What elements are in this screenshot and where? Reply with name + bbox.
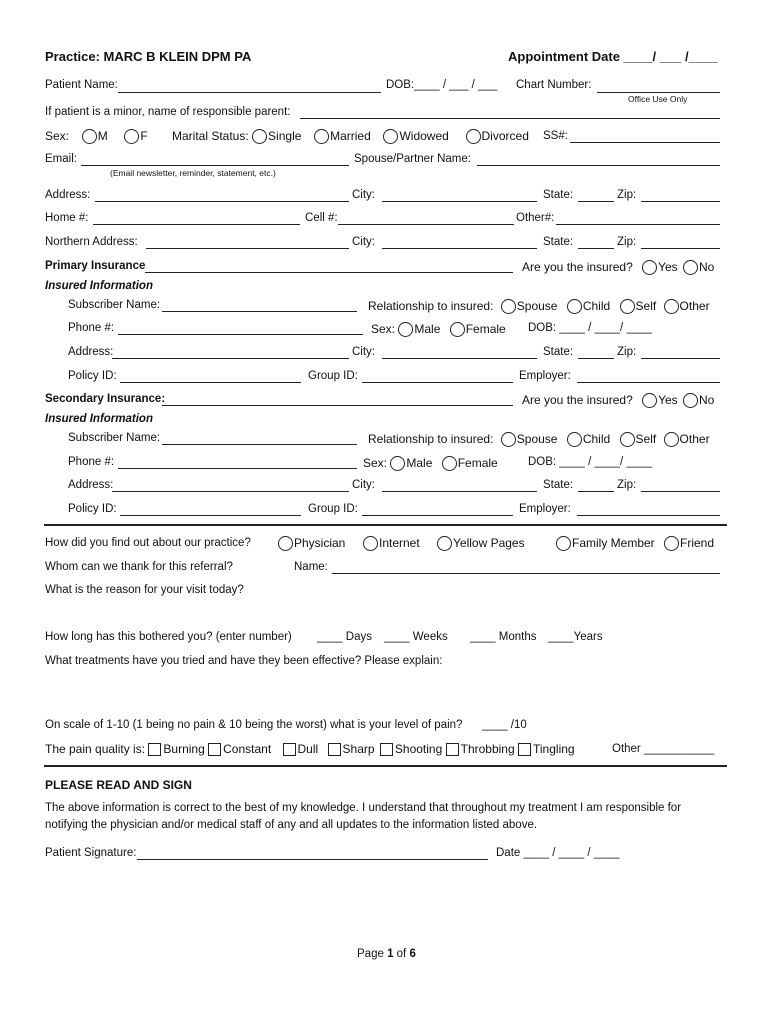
primary-rel-self-label: Self [635, 299, 657, 313]
secondary-rel-child-label: Child [582, 432, 611, 446]
secondary-zip-label: Zip: [617, 479, 637, 491]
find-internet-option[interactable] [363, 536, 420, 551]
marital-widowed-label: Widowed [399, 129, 449, 143]
email-label: Email: [45, 153, 77, 165]
primary-zip-label: Zip: [617, 346, 637, 358]
secondary-group-field[interactable] [362, 515, 513, 516]
sign-heading: PLEASE READ AND SIGN [45, 778, 192, 792]
primary-rel-child-radio[interactable] [567, 299, 582, 314]
marital-divorced-label: Divorced [481, 129, 529, 143]
secondary-rel-other-label: Other [679, 432, 710, 446]
secondary-insured-text: Are you the insured? [522, 393, 633, 407]
secondary-rel-other-radio[interactable] [664, 432, 679, 447]
primary-insured-text: Are you the insured? [522, 260, 633, 274]
secondary-sex-male-radio[interactable] [390, 456, 405, 471]
northern-address-field[interactable] [146, 248, 349, 249]
primary-rel-spouse-radio[interactable] [501, 299, 516, 314]
find-physician-label: Physician [294, 536, 346, 550]
primary-sex-male-label: Male [414, 322, 441, 336]
find-yellow-pages-radio[interactable] [437, 536, 452, 551]
secondary-phone-field[interactable] [118, 468, 357, 469]
other-phone-label: Other#: [516, 212, 555, 224]
sign-statement-line-1: The above information is correct to the best of my knowledge. I understand that throughout my treatment I am responsible for [45, 802, 682, 814]
practice-title: Practice: MARC B KLEIN DPM PA [45, 49, 252, 64]
city-field[interactable] [382, 201, 537, 202]
email-note: (Email newsletter, reminder, statement, etc.) [110, 168, 276, 178]
primary-group-field[interactable] [362, 382, 513, 383]
primary-policy-field[interactable] [120, 382, 301, 383]
marital-widowed-radio[interactable] [383, 129, 398, 144]
marital-single-radio[interactable] [252, 129, 267, 144]
primary-insurance-field[interactable] [145, 272, 513, 273]
pain-quality-group [45, 742, 575, 756]
secondary-address-field[interactable] [112, 491, 349, 492]
secondary-rel-self-label: Self [635, 432, 657, 446]
secondary-no-label: No [699, 393, 715, 407]
chart-number-field[interactable] [597, 92, 720, 93]
find-physician-radio[interactable] [278, 536, 293, 551]
zip-field[interactable] [641, 201, 720, 202]
secondary-subscriber-field[interactable] [162, 444, 357, 445]
appointment-blanks[interactable]: ____/ ___ /____ [623, 49, 718, 64]
primary-sex-female-radio[interactable] [450, 322, 465, 337]
find-physician-option[interactable] [278, 536, 345, 551]
secondary-rel-spouse-radio[interactable] [501, 432, 516, 447]
secondary-state-field[interactable] [578, 491, 614, 492]
section-divider-2 [44, 765, 727, 767]
referral-question: Whom can we thank for this referral? [45, 561, 233, 573]
address-field[interactable] [95, 201, 349, 202]
find-family-label: Family Member [572, 536, 655, 550]
primary-subscriber-label: Subscriber Name: [68, 299, 161, 311]
secondary-group-label: Group ID: [308, 503, 358, 515]
find-practice-question: How did you find out about our practice? [45, 537, 251, 549]
signature-date-field[interactable]: Date ____ / ____ / ____ [496, 847, 620, 859]
signature-field[interactable] [137, 859, 488, 860]
find-friend-label: Friend [680, 536, 715, 550]
cell-field[interactable] [338, 224, 514, 225]
northern-address-label: Northern Address: [45, 236, 138, 248]
primary-rel-spouse-label: Spouse [516, 299, 558, 313]
find-friend-radio[interactable] [664, 536, 679, 551]
quality-sharp-label: Sharp [342, 742, 375, 756]
secondary-dob-field[interactable]: DOB: ____ / ____/ ____ [528, 456, 653, 468]
secondary-yes-radio[interactable] [642, 393, 657, 408]
quality-shooting-label: Shooting [394, 742, 443, 756]
patient-name-label: Patient Name: [45, 79, 118, 91]
state-label: State: [543, 189, 574, 201]
pain-scale-field[interactable]: ____ /10 [482, 719, 527, 731]
minor-parent-field[interactable] [300, 118, 720, 119]
northern-zip-label: Zip: [617, 236, 637, 248]
secondary-policy-field[interactable] [120, 515, 301, 516]
signature-label: Patient Signature: [45, 847, 137, 859]
quality-burning-label: Burning [163, 742, 205, 756]
primary-insurance-label: Primary Insurance [45, 260, 146, 272]
primary-sex-label: Sex: [371, 322, 396, 336]
pain-scale-question: On scale of 1-10 (1 being no pain & 10 being the worst) what is your level of pain? [45, 719, 463, 731]
sex-group [45, 129, 148, 144]
sign-statement-line-2: notifying the physician and/or medical staff of any and all updates to the information listed above. [45, 819, 538, 831]
quality-other-field[interactable]: Other ___________ [612, 743, 715, 755]
primary-rel-child-label: Child [582, 299, 611, 313]
primary-relationship-group [368, 299, 710, 314]
quality-dull-label: Dull [297, 742, 319, 756]
page-prefix: Page [357, 948, 388, 960]
secondary-address-label: Address: [68, 479, 114, 491]
secondary-sex-group [363, 456, 498, 471]
quality-burning-checkbox[interactable] [148, 743, 161, 756]
primary-relationship-label: Relationship to insured: [368, 299, 494, 313]
duration-months[interactable]: ____ Months [470, 631, 537, 643]
find-yellow-pages-label: Yellow Pages [453, 536, 525, 550]
primary-employer-field[interactable] [577, 382, 720, 383]
appointment-label: Appointment Date [508, 49, 620, 64]
primary-rel-other-radio[interactable] [664, 299, 679, 314]
other-phone-field[interactable] [556, 224, 720, 225]
quality-throbbing-checkbox[interactable] [446, 743, 459, 756]
northern-state-label: State: [543, 236, 574, 248]
secondary-sex-male-label: Male [406, 456, 433, 470]
secondary-state-label: State: [543, 479, 574, 491]
find-friend-option[interactable] [664, 536, 714, 551]
page-number [357, 948, 416, 960]
minor-parent-label: If patient is a minor, name of responsible parent: [45, 106, 291, 118]
home-label: Home #: [45, 212, 89, 224]
ss-field[interactable] [570, 142, 720, 143]
home-field[interactable] [93, 224, 300, 225]
sex-f-label: F [140, 129, 148, 143]
email-field[interactable] [81, 165, 349, 166]
secondary-insured-info-heading: Insured Information [45, 413, 153, 425]
primary-phone-label: Phone #: [68, 322, 115, 334]
primary-rel-other-label: Other [679, 299, 710, 313]
marital-single-label: Single [268, 129, 302, 143]
find-family-radio[interactable] [556, 536, 571, 551]
primary-phone-field[interactable] [118, 334, 363, 335]
northern-city-field[interactable] [382, 248, 537, 249]
find-internet-radio[interactable] [363, 536, 378, 551]
quality-constant-checkbox[interactable] [208, 743, 221, 756]
duration-years[interactable]: ____Years [548, 631, 603, 643]
quality-throbbing-label: Throbbing [460, 742, 515, 756]
cell-label: Cell #: [305, 212, 338, 224]
city-label: City: [352, 189, 375, 201]
secondary-subscriber-label: Subscriber Name: [68, 432, 161, 444]
primary-sex-male-radio[interactable] [398, 322, 413, 337]
marital-married-radio[interactable] [314, 129, 329, 144]
primary-insured-info-heading: Insured Information [45, 280, 153, 292]
spouse-field[interactable] [477, 165, 720, 166]
secondary-relationship-group [368, 432, 710, 447]
primary-yes-label: Yes [658, 260, 678, 274]
primary-no-radio[interactable] [683, 260, 698, 275]
secondary-insurance-label: Secondary Insurance: [45, 393, 166, 405]
secondary-employer-field[interactable] [577, 515, 720, 516]
secondary-employer-label: Employer: [519, 503, 571, 515]
secondary-policy-label: Policy ID: [68, 503, 117, 515]
secondary-rel-spouse-label: Spouse [516, 432, 558, 446]
state-field[interactable] [578, 201, 614, 202]
quality-shooting-checkbox[interactable] [380, 743, 393, 756]
marital-label: Marital Status: [172, 129, 249, 143]
secondary-city-field[interactable] [382, 491, 537, 492]
secondary-rel-child-radio[interactable] [567, 432, 582, 447]
find-family-option[interactable] [556, 536, 655, 551]
sex-f-radio[interactable] [124, 129, 139, 144]
quality-tingling-checkbox[interactable] [518, 743, 531, 756]
office-use-note: Office Use Only [628, 94, 688, 104]
referral-name-label: Name: [294, 561, 328, 573]
secondary-sex-female-label: Female [457, 456, 498, 470]
secondary-relationship-label: Relationship to insured: [368, 432, 494, 446]
primary-sex-group [371, 322, 506, 337]
secondary-phone-label: Phone #: [68, 456, 115, 468]
quality-sharp-checkbox[interactable] [328, 743, 341, 756]
primary-group-label: Group ID: [308, 370, 358, 382]
page-current: 1 [387, 948, 394, 960]
secondary-rel-self-radio[interactable] [620, 432, 635, 447]
spouse-label: Spouse/Partner Name: [354, 153, 471, 165]
secondary-insurance-field[interactable] [162, 405, 513, 406]
primary-address-label: Address: [68, 346, 114, 358]
secondary-zip-field[interactable] [641, 491, 720, 492]
marital-divorced-radio[interactable] [466, 129, 481, 144]
referral-name-field[interactable] [332, 573, 720, 574]
treatments-question: What treatments have you tried and have they been effective? Please explain: [45, 655, 443, 667]
find-internet-label: Internet [379, 536, 420, 550]
page-total: 6 [409, 948, 416, 960]
northern-zip-field[interactable] [641, 248, 720, 249]
page-of: of [393, 948, 410, 960]
marital-group [172, 129, 529, 144]
ss-label: SS#: [543, 130, 568, 142]
northern-city-label: City: [352, 236, 375, 248]
primary-employer-label: Employer: [519, 370, 571, 382]
primary-city-field[interactable] [382, 358, 537, 359]
sex-m-label: M [97, 129, 108, 143]
marital-married-label: Married [330, 129, 371, 143]
primary-subscriber-field[interactable] [162, 311, 357, 312]
quality-constant-label: Constant [223, 742, 272, 756]
visit-reason-question: What is the reason for your visit today? [45, 584, 244, 596]
primary-sex-female-label: Female [465, 322, 506, 336]
quality-tingling-label: Tingling [533, 742, 575, 756]
primary-dob-field[interactable]: DOB: ____ / ____/ ____ [528, 322, 653, 334]
duration-days[interactable]: ____ Days [317, 631, 372, 643]
primary-yes-radio[interactable] [642, 260, 657, 275]
sex-label: Sex: [45, 129, 70, 143]
pain-quality-label: The pain quality is: [45, 742, 146, 756]
sex-m-radio[interactable] [82, 129, 97, 144]
primary-state-field[interactable] [578, 358, 614, 359]
primary-state-label: State: [543, 346, 574, 358]
section-divider-1 [44, 524, 727, 526]
primary-policy-label: Policy ID: [68, 370, 117, 382]
northern-state-field[interactable] [578, 248, 614, 249]
secondary-sex-female-radio[interactable] [442, 456, 457, 471]
appointment-date[interactable] [508, 49, 718, 64]
primary-rel-self-radio[interactable] [620, 299, 635, 314]
secondary-city-label: City: [352, 479, 375, 491]
secondary-sex-label: Sex: [363, 456, 388, 470]
zip-label: Zip: [617, 189, 637, 201]
secondary-no-radio[interactable] [683, 393, 698, 408]
duration-weeks[interactable]: ____ Weeks [384, 631, 448, 643]
duration-question: How long has this bothered you? (enter number) [45, 631, 292, 643]
primary-zip-field[interactable] [641, 358, 720, 359]
dob-field[interactable]: DOB:____ / ___ / ___ [386, 79, 498, 91]
secondary-yes-label: Yes [658, 393, 678, 407]
primary-no-label: No [699, 260, 715, 274]
address-label: Address: [45, 189, 91, 201]
find-yellow-pages-option[interactable] [437, 536, 525, 551]
quality-dull-checkbox[interactable] [283, 743, 296, 756]
primary-insured-question [522, 260, 714, 275]
patient-name-field[interactable] [118, 92, 381, 93]
secondary-insured-question [522, 393, 714, 408]
chart-number-label: Chart Number: [516, 79, 592, 91]
primary-address-field[interactable] [112, 358, 349, 359]
primary-city-label: City: [352, 346, 375, 358]
